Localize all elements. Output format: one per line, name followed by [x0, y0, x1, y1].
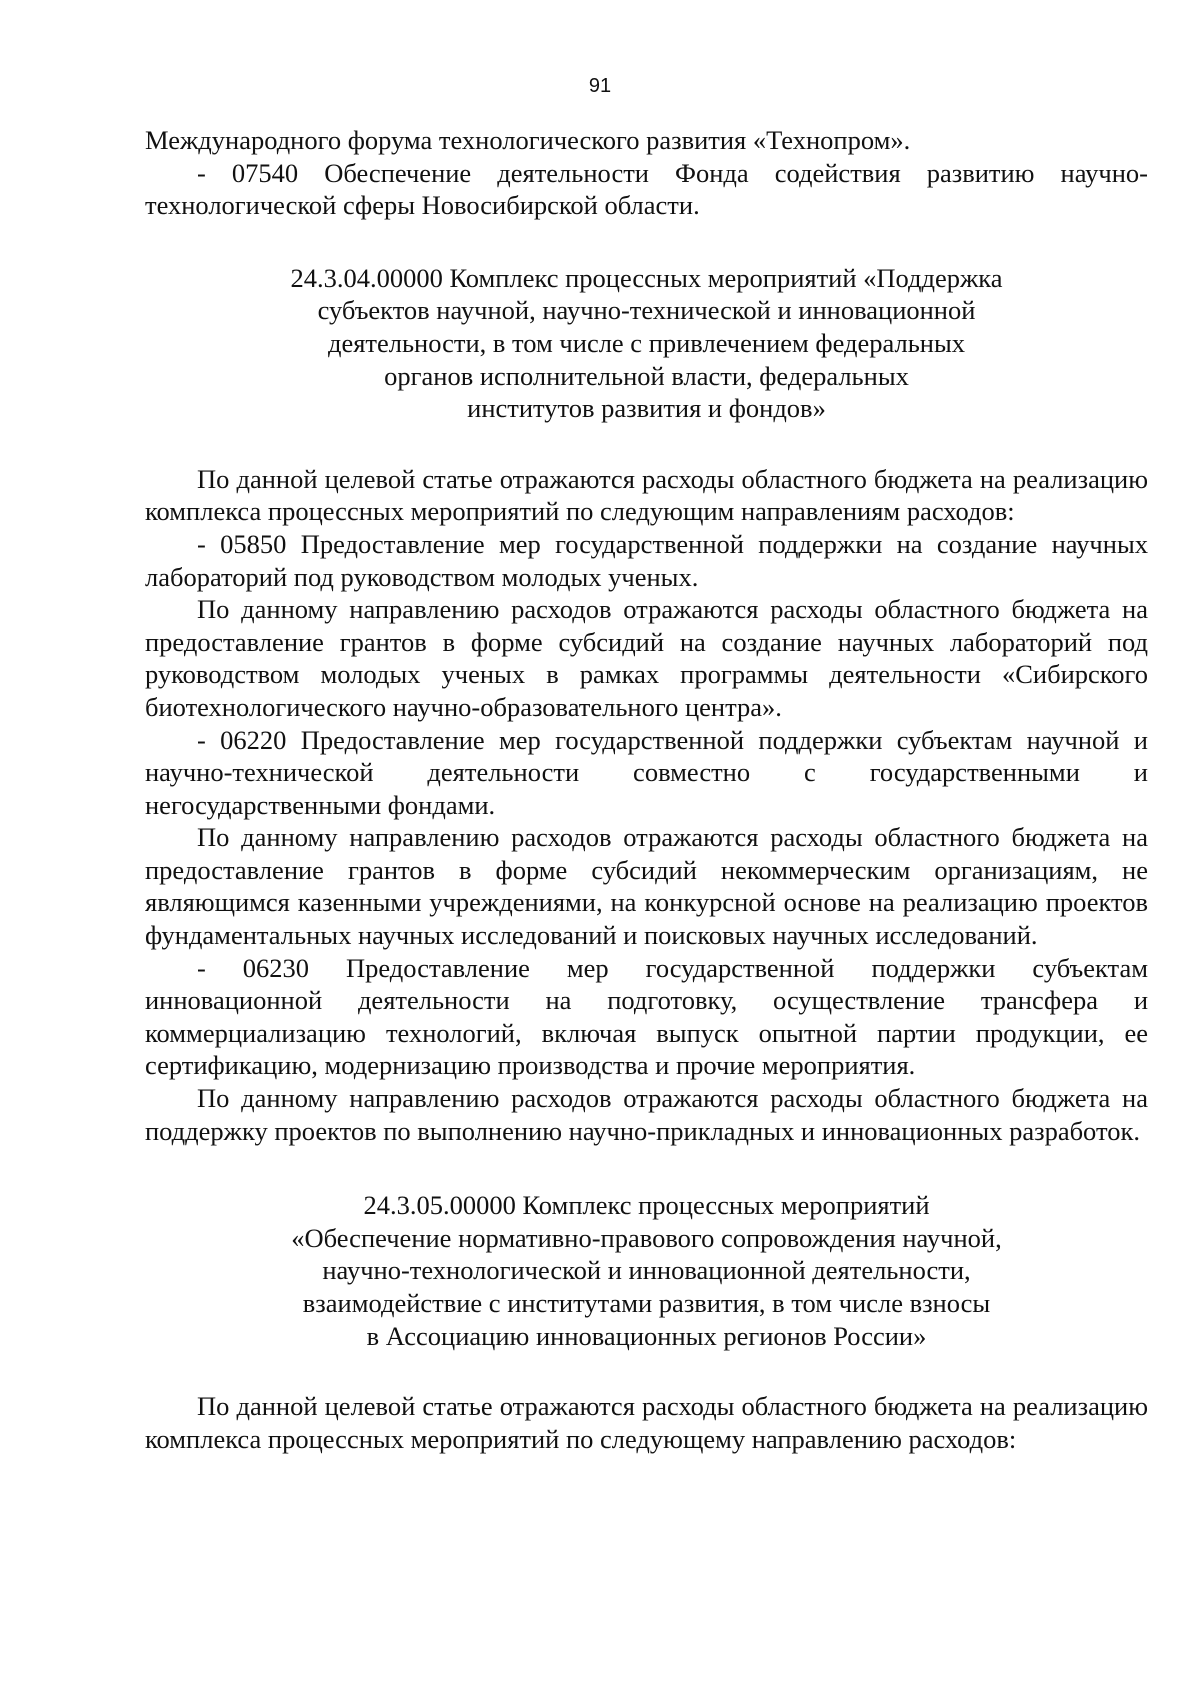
- paragraph-forum-continuation: Международного форума технологического развития «Технопром».: [145, 125, 911, 155]
- paragraph-05850: - 05850 Предоставление мер государственной поддержки на создание научных лабораторий под руководством молодых ученых.: [145, 528, 1148, 592]
- paragraph-05850-description: По данному направлению расходов отражаются расходы областного бюджета на предоставление грантов в форме субсидий на создание научных лабораторий под руководством молодых ученых в рамках программы деятельности «Сибирского биотехнологического научно-образовательного центра».: [145, 594, 1148, 722]
- paragraph-06220: - 06220 Предоставление мер государственной поддержки субъектам научной и научно-технической деятельности совместно с государственными и негосударственными фондами.: [145, 724, 1148, 820]
- paragraph-06230-description: По данному направлению расходов отражаются расходы областного бюджета на поддержку проектов по выполнению научно-прикладных и инновационных разработок.: [145, 1083, 1148, 1146]
- heading-line: 24.3.04.00000 Комплекс процессных мероприятий «Поддержка: [290, 262, 1003, 293]
- paragraph-intro-24-3-05: По данной целевой статье отражаются расходы областного бюджета на реализацию комплекса процессных мероприятий по следующему направлению расходов:: [145, 1391, 1148, 1454]
- paragraph-07540: - 07540 Обеспечение деятельности Фонда содействия развитию научно-технологической сферы Новосибирской области.: [145, 157, 1148, 221]
- heading-line: органов исполнительной власти, федеральных: [384, 360, 909, 391]
- heading-line: в Ассоциацию инновационных регионов России»: [366, 1320, 927, 1351]
- heading-line: деятельности, в том числе с привлечением федеральных: [327, 327, 966, 358]
- heading-line: 24.3.05.00000 Комплекс процессных мероприятий: [363, 1190, 930, 1221]
- paragraph-06220-description: По данному направлению расходов отражаются расходы областного бюджета на предоставление грантов в форме субсидий некоммерческим организациям, не являющимся казенными учреждениями, на конкурсной основе на реализацию проектов фундаментальных научных исследований и поисковых научных исследований.: [145, 822, 1148, 951]
- heading-line: «Обеспечение нормативно-правового сопровождения научной,: [291, 1222, 1002, 1253]
- heading-line: субъектов научной, научно-технической и инновационной: [317, 295, 976, 326]
- page-number: 91: [588, 75, 612, 97]
- paragraph-06230: - 06230 Предоставление мер государственной поддержки субъектам инновационной деятельности на подготовку, осуществление трансфера и коммерциализацию технологий, включая выпуск опытной партии продукции, ее сертификацию, модернизацию производства и прочие мероприятия.: [145, 952, 1148, 1081]
- paragraph-intro-24-3-04: По данной целевой статье отражаются расходы областного бюджета на реализацию комплекса процессных мероприятий по следующим направлениям расходов:: [145, 463, 1148, 527]
- document-body: [145, 124, 1148, 1455]
- heading-line: научно-технологической и инновационной деятельности,: [322, 1255, 971, 1286]
- section-heading-24-3-05: [145, 1189, 1148, 1352]
- heading-line: институтов развития и фондов»: [467, 393, 826, 424]
- section-heading-24-3-04: [145, 262, 1148, 425]
- heading-line: взаимодействие с институтами развития, в том числе взносы: [302, 1288, 991, 1318]
